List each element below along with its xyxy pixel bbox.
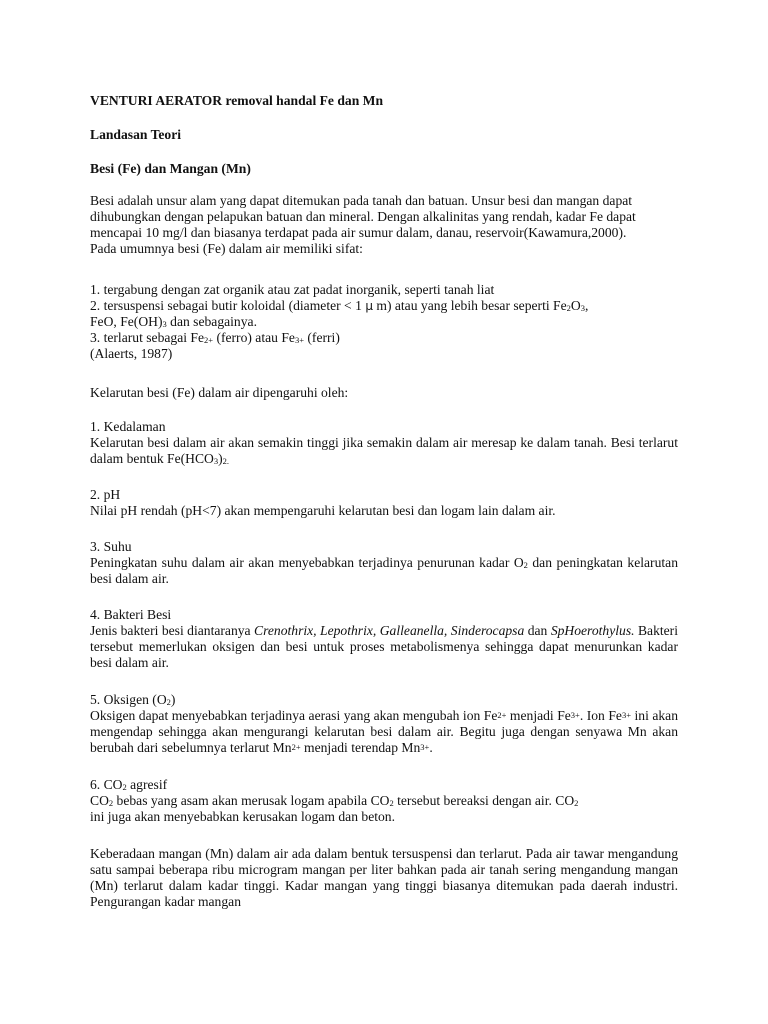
factor-3-text: Peningkatan suhu dalam air akan menyebabkan terjadinya penurunan kadar $O_2$ dan peningkatan kelarutan besi dalam air. bbox=[90, 555, 678, 586]
closing-paragraph: Keberadaan mangan (Mn) dalam air ada dalam bentuk tersuspensi dan terlarut. Pada air tawar mengandung satu sampai beberapa ribu microgram mangan per liter bahkan pada air tanah sering mengandung mangan (Mn) terlarut dalam kadar tinggi. Kadar mangan yang tinggi biasanya ditemukan pada daerah industri. Pengurangan kadar mangan bbox=[90, 846, 678, 909]
factor-6-text: $CO_2$ bebas yang asam akan merusak logam apabila $CO_2$ tersebut bereaksi dengan air. $CO_2$ ini juga akan menyebabkan kerusakan logam dan beton. bbox=[90, 793, 579, 824]
section-heading: Landasan Teori bbox=[90, 127, 182, 142]
factor-1-text: Kelarutan besi dalam air akan semakin tinggi jika semakin dalam air meresap ke dalam tanah. Besi terlarut dalam bentuk $Fe(HCO_3)_{2.}$ bbox=[90, 435, 678, 466]
factor-1 bbox=[90, 419, 678, 467]
intro-block bbox=[90, 193, 678, 257]
factor-5 bbox=[90, 692, 678, 756]
property-2: 2. tersuspensi sebagai butir koloidal (diameter < 1 μ m) atau yang lebih besar seperti $Fe_2O_3$, FeO, $Fe(OH)_3$ dan sebagainya. bbox=[90, 298, 589, 329]
property-1: 1. tergabung dengan zat organik atau zat padat inorganik, seperti tanah liat bbox=[90, 282, 495, 297]
citation: (Alaerts, 1987) bbox=[90, 346, 173, 361]
factor-1-heading: 1. Kedalaman bbox=[90, 419, 166, 434]
factor-3 bbox=[90, 539, 678, 587]
property-3: 3. terlarut sebagai $Fe_{2+}$ (ferro) atau $Fe_{3+}$ (ferri) bbox=[90, 330, 340, 345]
factor-2 bbox=[90, 487, 678, 519]
document-title: VENTURI AERATOR removal handal Fe dan Mn bbox=[90, 93, 384, 108]
factor-4-text: Jenis bakteri besi diantaranya Crenothrix, Lepothrix, Galleanella, Sinderocapsa dan SpHoerothylus. Bakteri tersebut memerlukan oksigen dan besi untuk proses metabolismenya sehingga dapat menurunkan kadar besi dalam air. bbox=[90, 623, 678, 670]
factor-6 bbox=[90, 777, 678, 825]
factor-2-text: Nilai pH rendah (pH<7) akan mempengaruhi kelarutan besi dan logam lain dalam air. bbox=[90, 503, 556, 518]
factors-lead: Kelarutan besi (Fe) dalam air dipengaruhi oleh: bbox=[90, 385, 349, 400]
factor-5-text: Oksigen dapat menyebabkan terjadinya aerasi yang akan mengubah ion $Fe^{2+}$ menjadi $Fe^{3+}$. Ion $Fe^{3+}$ ini akan mengendap sehingga akan mengurangi kelarutan besi dalam air. Begitu juga dengan senyawa Mn akan berubah dari sebelumnya terlarut $Mn^{2+}$ menjadi terendap $Mn^{3+}$. bbox=[90, 708, 678, 755]
factor-6-heading: 6. $CO_2$ agresif bbox=[90, 777, 168, 792]
intro-paragraph: Besi adalah unsur alam yang dapat ditemukan pada tanah dan batuan. Unsur besi dan mangan dapat dihubungkan dengan pelapukan batuan dan mineral. Dengan alkalinitas yang rendah, kadar Fe dapat mencapai 10 mg/l dan biasanya terdapat pada air sumur dalam, danau, reservoir(Kawamura,2000). bbox=[90, 193, 636, 240]
properties-list bbox=[90, 282, 678, 362]
subsection-heading: Besi (Fe) dan Mangan (Mn) bbox=[90, 161, 251, 176]
properties-lead: Pada umumnya besi (Fe) dalam air memiliki sifat: bbox=[90, 241, 363, 256]
factor-5-heading: 5. Oksigen $(O_2)$ bbox=[90, 692, 176, 707]
factor-3-heading: 3. Suhu bbox=[90, 539, 132, 554]
factor-4-heading: 4. Bakteri Besi bbox=[90, 607, 172, 622]
factor-4 bbox=[90, 607, 678, 671]
factor-2-heading: 2. pH bbox=[90, 487, 121, 502]
